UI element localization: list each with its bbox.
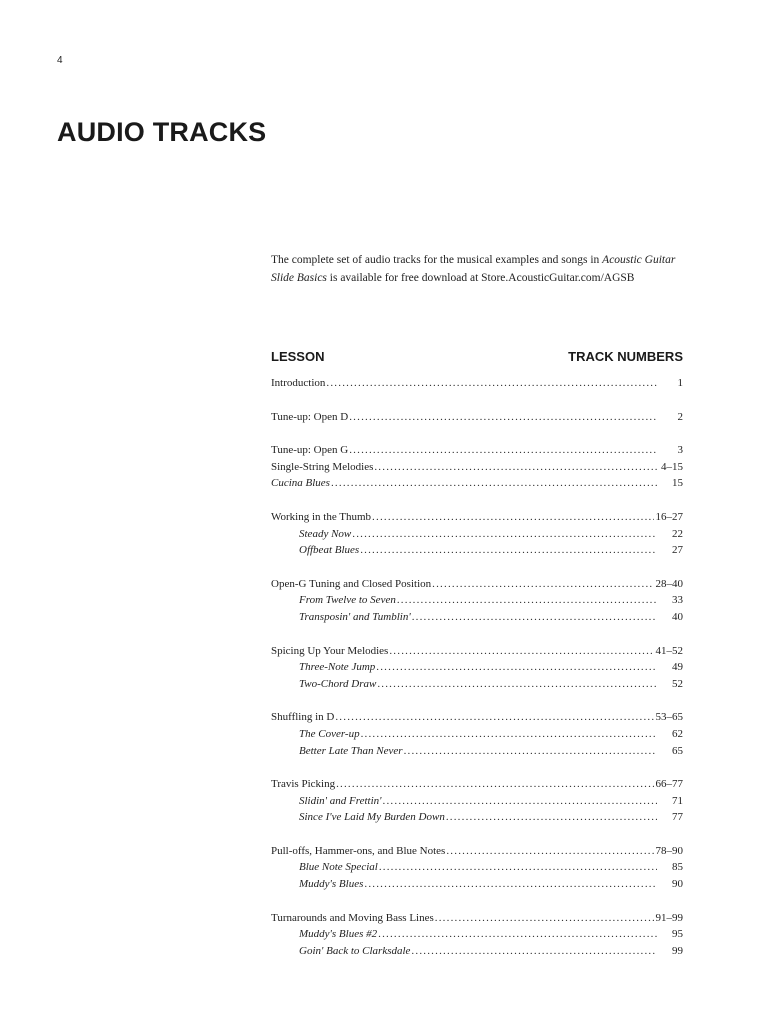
dot-leader: [446, 809, 657, 826]
dot-leader: [412, 609, 657, 626]
page-number: 4: [57, 55, 63, 66]
track-number: 15: [672, 477, 683, 490]
song-title: Three-Note Jump: [299, 661, 376, 674]
lesson-entry: [271, 442, 683, 459]
track-number: 62: [672, 727, 683, 740]
lesson-group: [271, 509, 683, 559]
lesson-entry: [271, 776, 683, 793]
track-number: 95: [672, 928, 683, 941]
track-number: 41–52: [655, 644, 683, 657]
track-number: 78–90: [655, 844, 683, 857]
intro-book-title: Acoustic Guitar Slide Basics: [271, 254, 676, 284]
song-title: Slidin' and Frettin': [299, 794, 382, 807]
dot-leader: [352, 526, 657, 543]
dot-leader: [404, 743, 657, 760]
track-number: 71: [672, 794, 683, 807]
lesson-entry: [271, 459, 683, 476]
dot-leader: [360, 542, 657, 559]
song-entry: [271, 542, 683, 559]
track-number: 91–99: [655, 911, 683, 924]
track-number: 66–77: [655, 778, 683, 791]
track-number: 52: [672, 677, 683, 690]
dot-leader: [378, 926, 657, 943]
lesson-group: [271, 709, 683, 759]
intro-text-end: is available for free download at Store.AcousticGuitar.com/AGSB: [326, 272, 635, 284]
lesson-group: [271, 910, 683, 960]
song-title: Since I've Laid My Burden Down: [299, 811, 445, 824]
lesson-entry: [271, 709, 683, 726]
lesson-group: [271, 375, 683, 392]
dot-leader: [361, 726, 657, 743]
dot-leader: [364, 876, 657, 893]
lesson-title: Travis Picking: [271, 778, 336, 791]
song-entry: [271, 726, 683, 743]
lesson-group: [271, 409, 683, 426]
dot-leader: [411, 943, 657, 960]
song-title: Transposin' and Tumblin': [299, 610, 411, 623]
lesson-entry: [271, 475, 683, 492]
track-number: 53–65: [655, 711, 683, 724]
intro-text-start: The complete set of audio tracks for the musical examples and songs in: [271, 254, 603, 266]
song-title: Two-Chord Draw: [299, 677, 377, 690]
song-title: The Cover-up: [299, 727, 360, 740]
dot-leader: [331, 475, 657, 492]
dot-leader: [379, 859, 657, 876]
dot-leader: [372, 509, 653, 526]
track-number: 16–27: [655, 510, 683, 523]
track-number: 65: [672, 744, 683, 757]
lesson-title: Introduction: [271, 377, 326, 389]
dot-leader: [389, 643, 653, 660]
lesson-column-heading: LESSON: [271, 349, 325, 364]
dot-leader: [432, 576, 653, 593]
dot-leader: [446, 843, 653, 860]
dot-leader: [349, 442, 657, 459]
lesson-entry: [271, 843, 683, 860]
toc-header: [271, 349, 683, 364]
lesson-group: [271, 643, 683, 693]
dot-leader: [397, 592, 657, 609]
track-number: 33: [672, 594, 683, 607]
track-number: 2: [677, 410, 683, 423]
track-number: 22: [672, 527, 683, 540]
track-number: 28–40: [655, 577, 683, 590]
lesson-title: Spicing Up Your Melodies: [271, 644, 389, 657]
lesson-group: [271, 776, 683, 826]
track-numbers-column-heading: TRACK NUMBERS: [568, 349, 683, 364]
lesson-group: [271, 576, 683, 626]
track-number: 99: [672, 944, 683, 957]
song-entry: [271, 943, 683, 960]
lesson-title: Tune-up: Open D: [271, 410, 349, 423]
song-entry: [271, 526, 683, 543]
lesson-entry: [271, 910, 683, 927]
song-entry: [271, 609, 683, 626]
track-number: 27: [672, 544, 683, 557]
track-number: 77: [672, 811, 683, 824]
song-entry: [271, 676, 683, 693]
track-number: 49: [672, 661, 683, 674]
lesson-title: Turnarounds and Moving Bass Lines: [271, 911, 434, 924]
lesson-group: [271, 843, 683, 893]
lesson-entry: [271, 409, 683, 426]
song-entry: [271, 876, 683, 893]
dot-leader: [383, 793, 657, 810]
song-title: Goin' Back to Clarksdale: [299, 944, 411, 957]
dot-leader: [435, 910, 654, 927]
track-number: 1: [677, 377, 683, 389]
lesson-title: Cucina Blues: [271, 477, 330, 490]
song-entry: [271, 743, 683, 760]
song-entry: [271, 859, 683, 876]
dot-leader: [376, 659, 657, 676]
track-number: 4–15: [661, 460, 683, 473]
song-entry: [271, 793, 683, 810]
dot-leader: [377, 676, 657, 693]
song-title: Muddy's Blues: [299, 878, 364, 891]
song-entry: [271, 659, 683, 676]
lesson-title: Shuffling in D: [271, 711, 335, 724]
lesson-title: Working in the Thumb: [271, 510, 372, 523]
lesson-group: [271, 442, 683, 492]
intro-paragraph: [271, 251, 689, 287]
page-title: AUDIO TRACKS: [57, 117, 267, 147]
lesson-title: Open-G Tuning and Closed Position: [271, 577, 432, 590]
dot-leader: [336, 776, 653, 793]
lesson-entry: [271, 375, 683, 392]
track-list: [271, 375, 683, 959]
song-title: Muddy's Blues #2: [299, 928, 378, 941]
dot-leader: [326, 375, 657, 392]
dot-leader: [374, 459, 657, 476]
dot-leader: [349, 409, 657, 426]
song-entry: [271, 809, 683, 826]
lesson-title: Pull-offs, Hammer-ons, and Blue Notes: [271, 844, 446, 857]
song-title: Offbeat Blues: [299, 544, 360, 557]
lesson-entry: [271, 576, 683, 593]
song-entry: [271, 926, 683, 943]
song-entry: [271, 592, 683, 609]
lesson-entry: [271, 643, 683, 660]
song-title: From Twelve to Seven: [299, 594, 396, 607]
song-title: Better Late Than Never: [299, 744, 403, 757]
lesson-title: Tune-up: Open G: [271, 444, 349, 457]
track-number: 85: [672, 861, 683, 874]
song-title: Steady Now: [299, 527, 352, 540]
track-number: 40: [672, 610, 683, 623]
lesson-title: Single-String Melodies: [271, 460, 374, 473]
dot-leader: [335, 709, 653, 726]
song-title: Blue Note Special: [299, 861, 378, 874]
track-number: 90: [672, 878, 683, 891]
lesson-entry: [271, 509, 683, 526]
track-number: 3: [677, 444, 683, 457]
